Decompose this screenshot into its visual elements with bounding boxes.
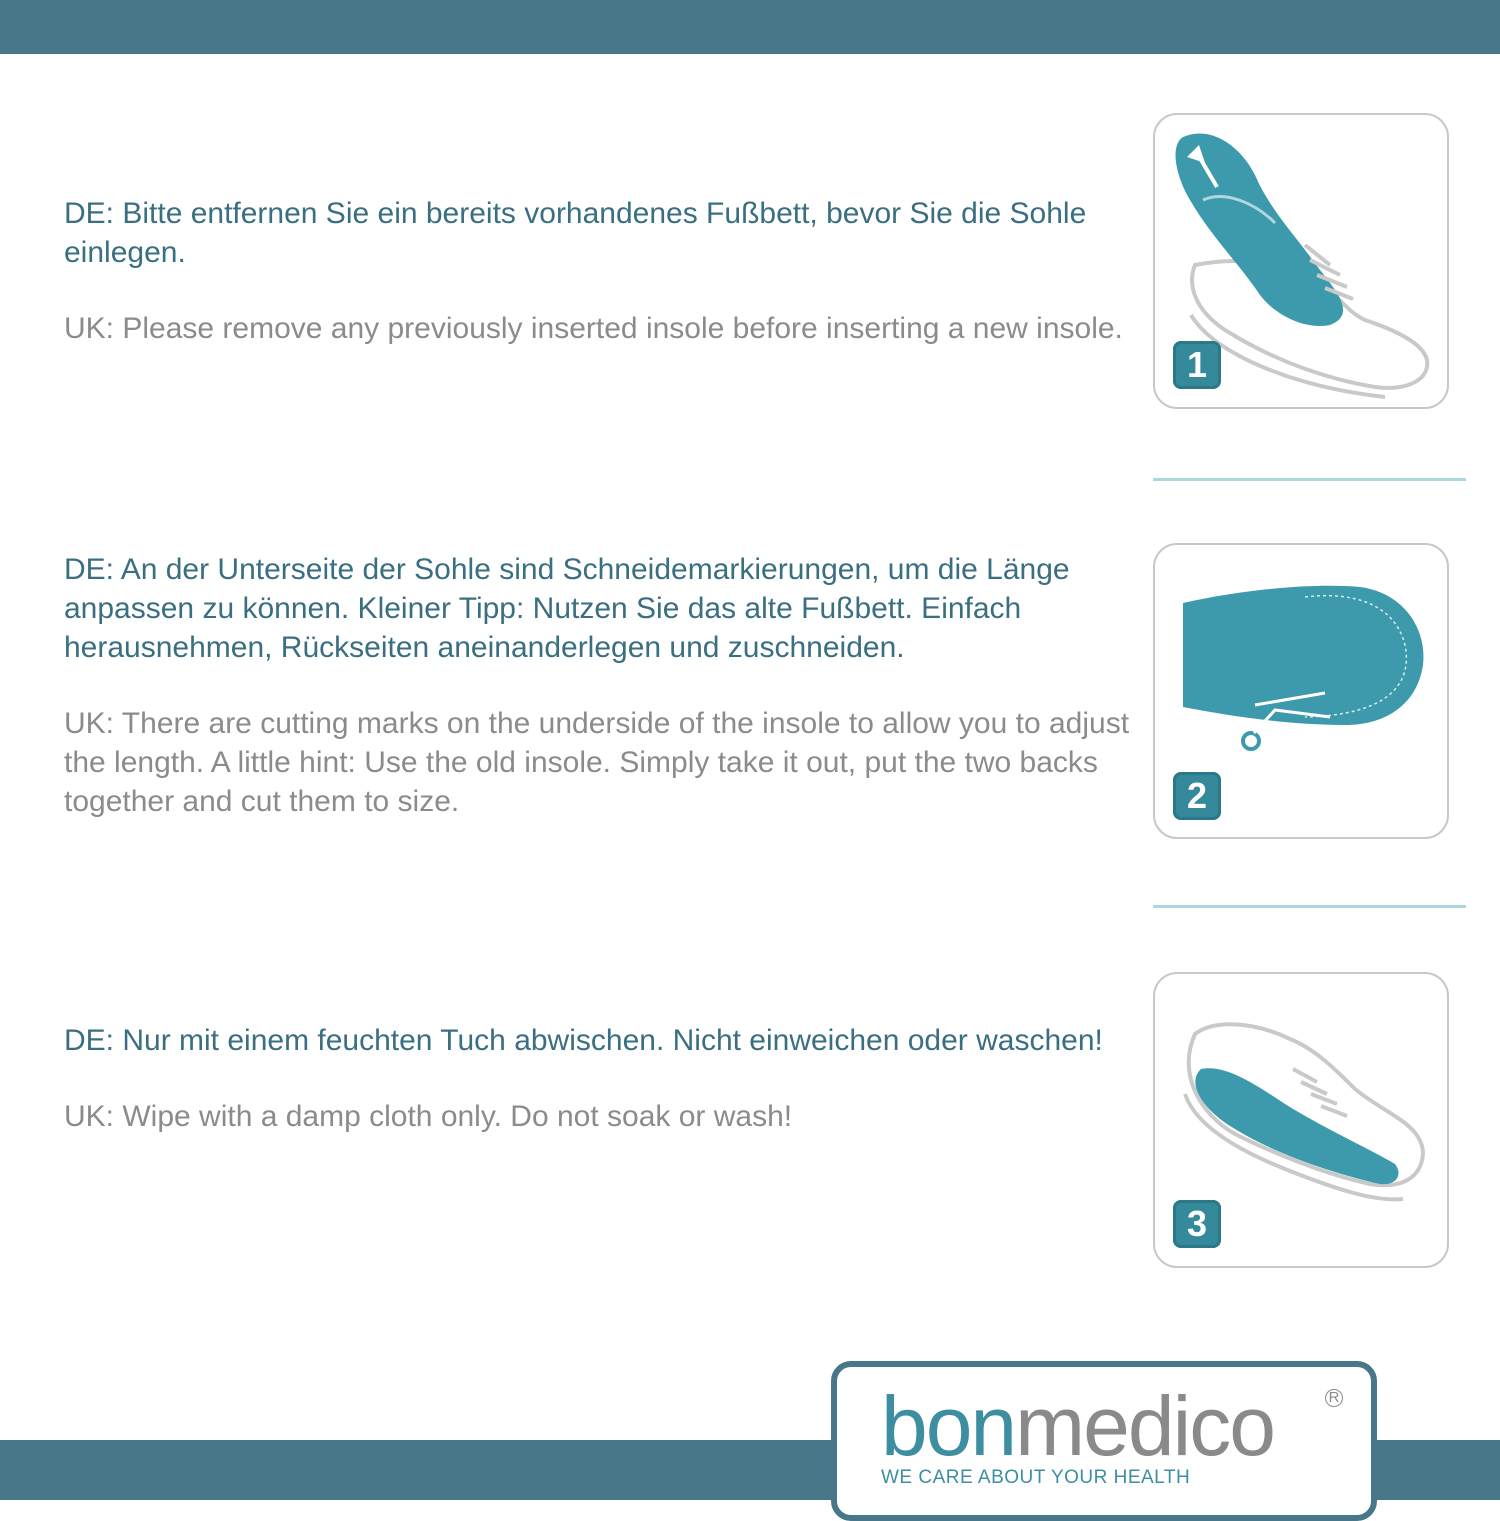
step-2-uk-text: UK: There are cutting marks on the underside of the insole to allow you to adjust the length. A little hint: Use the old insole. Simply take it out, put the two backs together and cut them to size. — [64, 707, 1130, 818]
step-1-de-text: DE: Bitte entfernen Sie ein bereits vorhandenes Fußbett, bevor Sie die Sohle einlegen. — [64, 197, 1087, 269]
logo-wordmark — [881, 1381, 1274, 1471]
step-1-number-badge: 1 — [1173, 341, 1221, 389]
step-3-number-badge: 3 — [1173, 1200, 1221, 1248]
brand-logo — [831, 1361, 1377, 1521]
step-3-illustration — [1153, 972, 1449, 1268]
divider-2 — [1153, 905, 1466, 908]
divider-1 — [1153, 478, 1466, 481]
step-2-number-badge: 2 — [1173, 772, 1221, 820]
step-3-text — [64, 1021, 1134, 1136]
step-2-de-text: DE: An der Unterseite der Sohle sind Schneidemarkierungen, um die Länge anpassen zu können. Kleiner Tipp: Nutzen Sie das alte Fußbett. Einfach herausnehmen, Rückseiten aneinanderlegen und zuschneiden. — [64, 553, 1070, 664]
step-2-text — [64, 550, 1134, 821]
step-1-illustration — [1153, 113, 1449, 409]
logo-bon-text: bon — [881, 1379, 1016, 1473]
registered-mark-icon: R — [1325, 1389, 1343, 1407]
step-1-uk-text: UK: Please remove any previously inserted insole before inserting a new insole. — [64, 312, 1123, 345]
step-2-illustration — [1153, 543, 1449, 839]
logo-tagline: WE CARE ABOUT YOUR HEALTH — [881, 1467, 1191, 1488]
step-3-uk-text: UK: Wipe with a damp cloth only. Do not soak or wash! — [64, 1100, 793, 1133]
logo-medico-text: medico — [1015, 1379, 1274, 1473]
step-1-text — [64, 194, 1134, 348]
step-3-de-text: DE: Nur mit einem feuchten Tuch abwischen. Nicht einweichen oder waschen! — [64, 1024, 1103, 1057]
top-header-bar — [0, 0, 1500, 54]
